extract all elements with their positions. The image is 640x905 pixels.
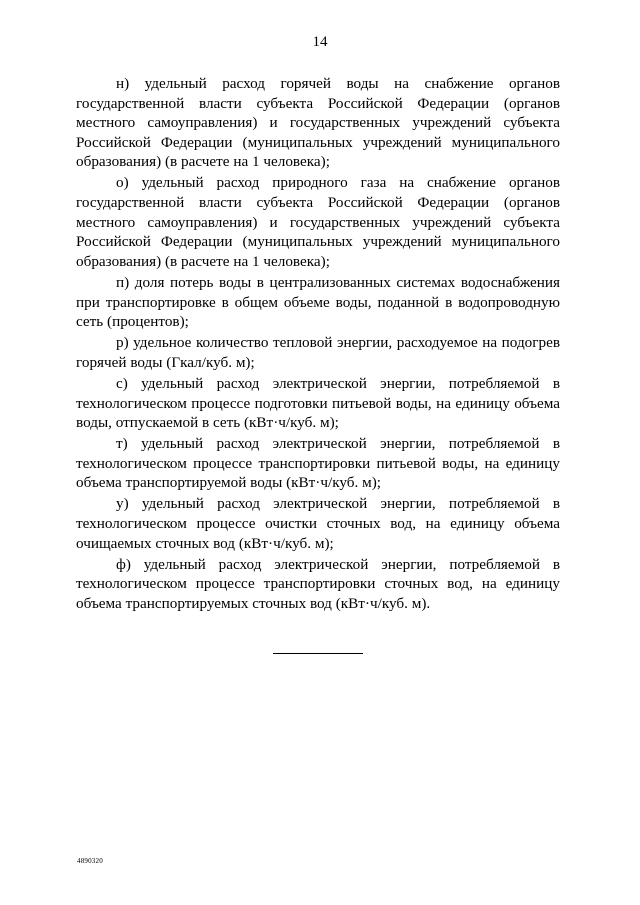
list-item-p: п) доля потерь воды в централизованных системах водоснабжения при транспортировке в общем объеме воды, поданной в водопроводную сеть (процентов); bbox=[76, 273, 560, 331]
list-item-t: т) удельный расход электрической энергии, потребляемой в технологическом процессе транспортировки питьевой воды, на единицу объема транспортируемой воды (кВт·ч/куб. м); bbox=[76, 435, 560, 492]
list-item-f: ф) удельный расход электрической энергии, потребляемой в технологическом процессе транспортировки сточных вод, на единицу объема транспортируемых сточных вод (кВт·ч/куб. м). bbox=[76, 555, 560, 612]
list-item-s: с) удельный расход электрической энергии, потребляемой в технологическом процессе подготовки питьевой воды, на единицу объема воды, отпускаемой в сеть (кВт·ч/куб. м); bbox=[76, 374, 560, 432]
document-code: 4890320 bbox=[77, 857, 103, 865]
end-divider bbox=[273, 653, 363, 654]
document-body bbox=[76, 74, 560, 615]
list-item-o: о) удельный расход природного газа на снабжение органов государственной власти субъекта Российской Федерации (органов местного самоуправления) и государственных учреждений субъекта Российской Федерации (муниципальных учреждений муниципального образования) (в расчете на 1 человека); bbox=[76, 174, 560, 270]
list-item-u: у) удельный расход электрической энергии, потребляемой в технологическом процессе очистки сточных вод, на единицу объема очищаемых сточных вод (кВт·ч/куб. м); bbox=[76, 495, 560, 552]
page-number: 14 bbox=[312, 34, 328, 50]
list-item-n: н) удельный расход горячей воды на снабжение органов государственной власти субъекта Российской Федерации (органов местного самоуправления) и государственных учреждений субъекта Российской Федерации (муниципальных учреждений муниципального образования) (в расчете на 1 человека); bbox=[76, 75, 560, 171]
list-item-r: р) удельное количество тепловой энергии, расходуемое на подогрев горячей воды (Гкал/куб. м); bbox=[76, 334, 560, 371]
